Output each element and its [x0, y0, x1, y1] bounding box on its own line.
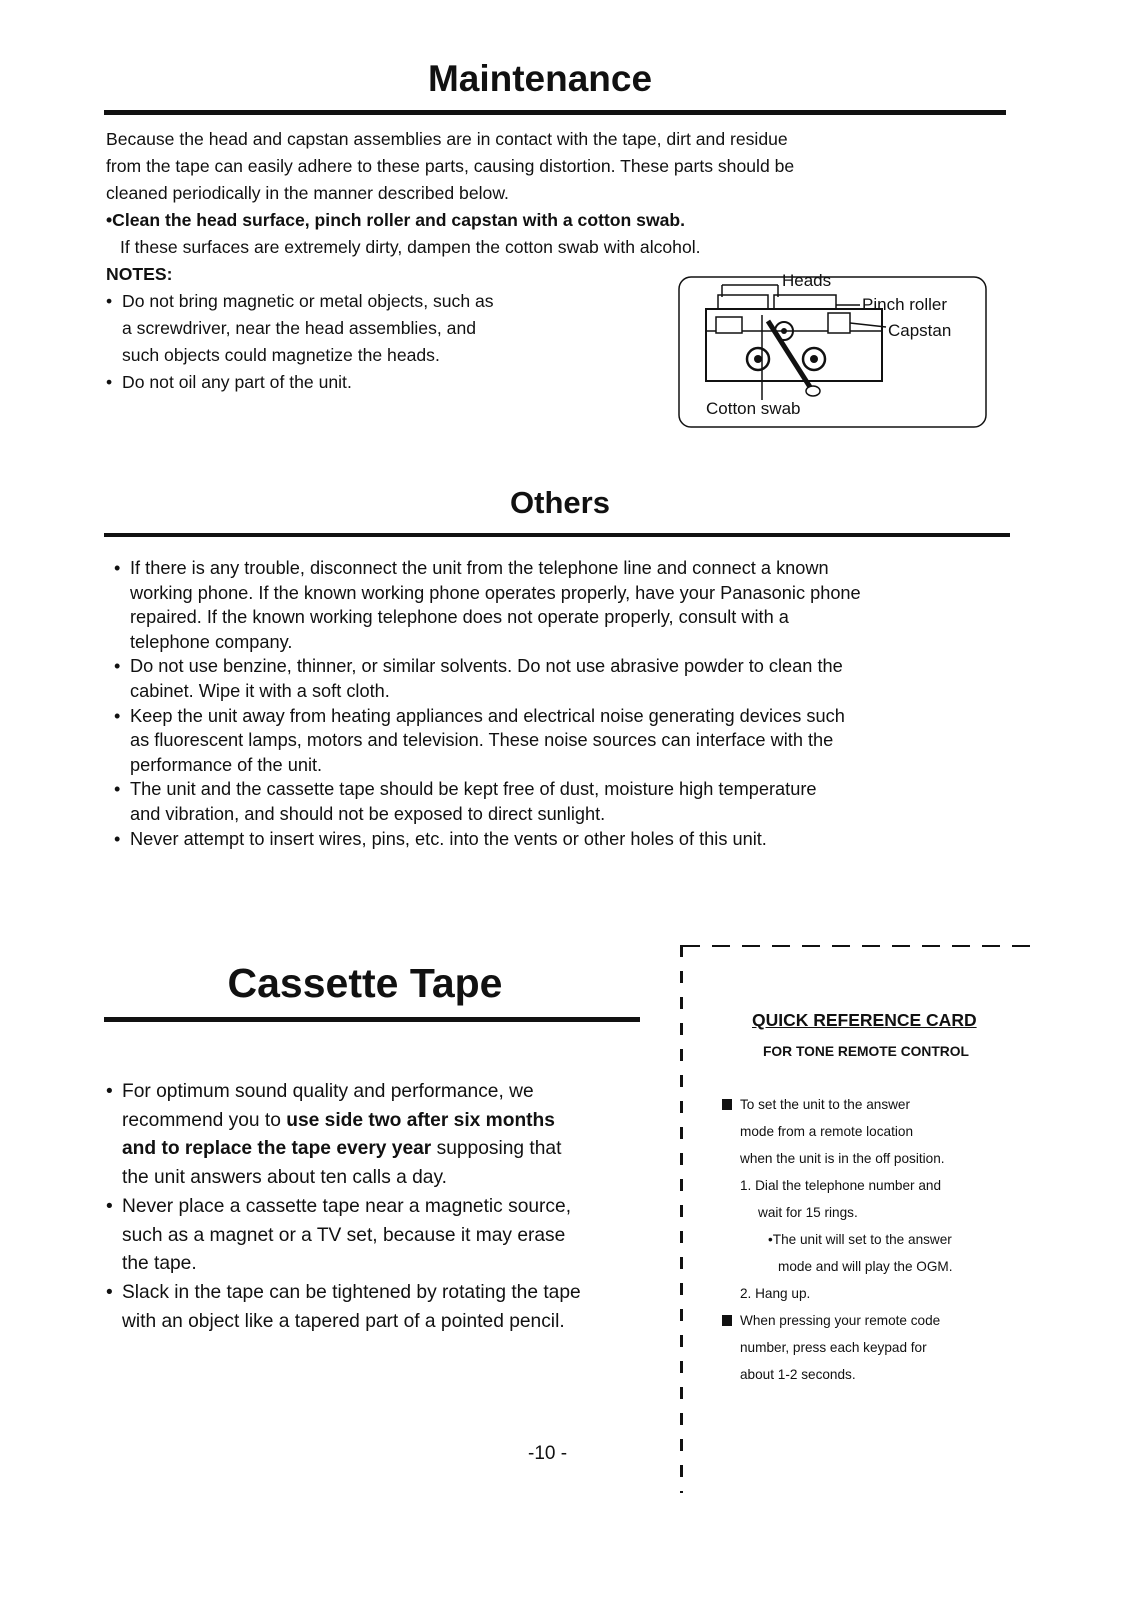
- note-line: • Do not oil any part of the unit.: [122, 372, 352, 392]
- maintenance-heading: Maintenance: [427, 58, 653, 99]
- dirty-note: If these surfaces are extremely dirty, dampen the cotton swab with alcohol.: [120, 237, 701, 257]
- others-item: [114, 654, 1014, 703]
- others-line: • Keep the unit away from heating appliances and electrical noise generating devices such: [130, 705, 845, 726]
- cassette-item: [106, 1279, 646, 1336]
- qr-block-line: To set the unit to the answer: [722, 1091, 1042, 1118]
- cassette-list: [106, 1078, 646, 1336]
- cassette-text: recommend you to: [122, 1109, 287, 1131]
- intro-line: from the tape can easily adhere to these parts, causing distortion. These parts should be: [106, 156, 795, 176]
- cassette-emphasis: and to replace the tape every year: [122, 1138, 432, 1160]
- others-line: as fluorescent lamps, motors and television. These noise sources can interface with the: [130, 730, 834, 751]
- cassette-line: • For optimum sound quality and performance, we: [122, 1081, 534, 1102]
- clean-instruction: •Clean the head surface, pinch roller and capstan with a cotton swab.: [106, 210, 686, 230]
- qr-block-line: about 1-2 seconds.: [740, 1367, 856, 1382]
- qr-block-line: mode from a remote location: [740, 1124, 914, 1139]
- cassette-rule: [104, 1017, 640, 1022]
- qr-step-line: 1. Dial the telephone number and: [740, 1178, 942, 1193]
- qr-block-line: when the unit is in the off position.: [740, 1151, 945, 1166]
- cassette-text: supposing that: [431, 1138, 562, 1160]
- label-capstan: Capstan: [888, 321, 952, 340]
- maintenance-intro: [106, 126, 1006, 288]
- qr-step-line: 2. Hang up.: [740, 1286, 811, 1301]
- label-pinch-roller: Pinch roller: [862, 295, 948, 314]
- others-heading: Others: [510, 485, 610, 520]
- cassette-line: the tape.: [122, 1253, 197, 1275]
- others-line: • Do not use benzine, thinner, or similar solvents. Do not use abrasive powder to clean the: [130, 656, 843, 677]
- qr-block-line: number, press each keypad for: [740, 1340, 927, 1355]
- others-list: [114, 556, 1014, 851]
- quick-reference-title: QUICK REFERENCE CARD: [752, 1010, 977, 1030]
- qr-block-line: When pressing your remote code: [722, 1307, 1042, 1334]
- notes-list: [106, 288, 586, 396]
- cassette-item: [106, 1078, 646, 1193]
- others-line: and vibration, and should not be exposed to direct sunlight.: [130, 803, 606, 824]
- others-line: telephone company.: [130, 631, 293, 652]
- qr-step-note: •The unit will set to the answer: [768, 1232, 952, 1247]
- note-item: [106, 288, 586, 369]
- others-line: • The unit and the cassette tape should be kept free of dust, moisture high temperature: [130, 779, 817, 800]
- note-line: such objects could magnetize the heads.: [122, 345, 440, 365]
- cassette-heading: Cassette Tape: [227, 960, 503, 1006]
- cassette-emphasis: use side two after six months: [286, 1109, 555, 1131]
- head-cleaning-diagram: [678, 271, 988, 430]
- others-item: [114, 704, 1014, 778]
- cassette-line: [122, 1135, 646, 1164]
- label-heads: Heads: [782, 271, 832, 290]
- cassette-line: with an object like a tapered part of a pointed pencil.: [122, 1310, 565, 1332]
- others-line: repaired. If the known working telephone does not operate properly, consult with a: [130, 607, 789, 628]
- qr-step-line: wait for 15 rings.: [758, 1205, 858, 1220]
- label-cotton-swab: Cotton swab: [706, 399, 801, 418]
- intro-line: Because the head and capstan assemblies are in contact with the tape, dirt and residue: [106, 129, 788, 149]
- quick-reference-body: [722, 1091, 1042, 1388]
- others-line: working phone. If the known working phone operates properly, have your Panasonic phone: [130, 582, 861, 603]
- cassette-line: • Slack in the tape can be tightened by rotating the tape: [122, 1281, 581, 1303]
- intro-line: cleaned periodically in the manner described below.: [106, 183, 509, 203]
- cassette-line: such as a magnet or a TV set, because it may erase: [122, 1224, 566, 1246]
- note-line: a screwdriver, near the head assemblies, and: [122, 318, 477, 338]
- cassette-line: the unit answers about ten calls a day.: [122, 1167, 447, 1189]
- others-item: [114, 556, 1014, 654]
- card-cut-line-top: [682, 945, 1034, 947]
- others-line: • Never attempt to insert wires, pins, etc. into the vents or other holes of this unit.: [130, 828, 767, 849]
- cassette-line: [122, 1107, 646, 1136]
- others-line: performance of the unit.: [130, 754, 323, 775]
- others-item: [114, 827, 1014, 852]
- notes-title: NOTES:: [106, 264, 173, 284]
- page-number: -10 -: [528, 1443, 568, 1464]
- others-line: cabinet. Wipe it with a soft cloth.: [130, 680, 390, 701]
- others-item: [114, 777, 1014, 826]
- cassette-item: [106, 1193, 646, 1279]
- note-item: [106, 369, 586, 396]
- note-line: • Do not bring magnetic or metal objects, such as: [122, 291, 494, 311]
- quick-reference-subtitle: FOR TONE REMOTE CONTROL: [763, 1044, 969, 1059]
- cassette-line: • Never place a cassette tape near a magnetic source,: [122, 1195, 572, 1217]
- maintenance-rule: [104, 110, 1006, 115]
- card-cut-line-left: [680, 945, 683, 1493]
- others-line: • If there is any trouble, disconnect the unit from the telephone line and connect a known: [130, 558, 829, 578]
- others-rule: [104, 533, 1010, 537]
- qr-step-note: mode and will play the OGM.: [778, 1259, 953, 1274]
